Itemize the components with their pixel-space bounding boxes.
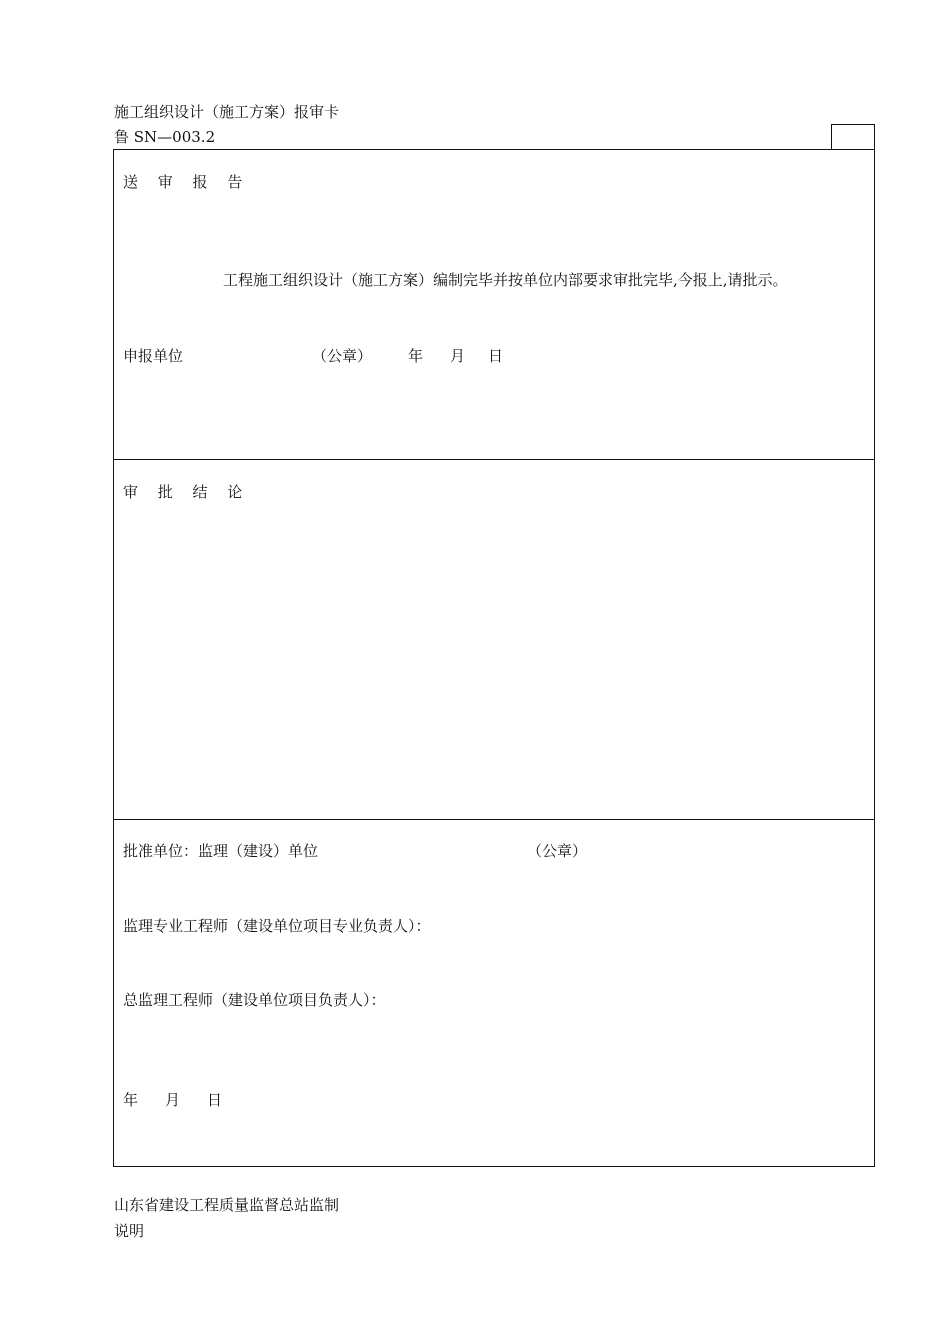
note-label: 说明 [114,1222,145,1240]
document-code: 鲁 SN—003.2 [114,128,216,146]
issuer-text: 山东省建设工程质量监督总站监制 [114,1196,340,1214]
approver-label: 批准单位：监理（建设）单位 [123,842,319,860]
submit-day-label: 日 [488,347,504,365]
applicant-label: 申报单位 [123,347,184,365]
submit-report-body: 工程施工组织设计（施工方案）编制完毕并按单位内部要求审批完毕,今报上,请批示。 [223,271,788,289]
approval-conclusion-section [114,460,874,820]
supervising-engineer-label: 监理专业工程师（建设单位项目专业负责人）： [123,917,431,935]
approval-conclusion-heading: 审 批 结 论 [123,483,250,501]
approval-month-label: 月 [165,1091,181,1109]
approver-section [114,820,874,1166]
submit-year-label: 年 [408,347,424,365]
number-box [831,124,875,150]
approval-day-label: 日 [207,1091,223,1109]
applicant-seal-label: （公章） [312,347,373,365]
approval-form-table [113,149,875,1167]
approval-year-label: 年 [123,1091,139,1109]
approver-seal-label: （公章） [527,842,588,860]
submit-report-section [114,150,874,460]
chief-supervising-engineer-label: 总监理工程师（建设单位项目负责人）： [123,991,386,1009]
submit-report-heading: 送 审 报 告 [123,173,250,191]
submit-month-label: 月 [450,347,466,365]
document-title: 施工组织设计（施工方案）报审卡 [114,103,340,121]
